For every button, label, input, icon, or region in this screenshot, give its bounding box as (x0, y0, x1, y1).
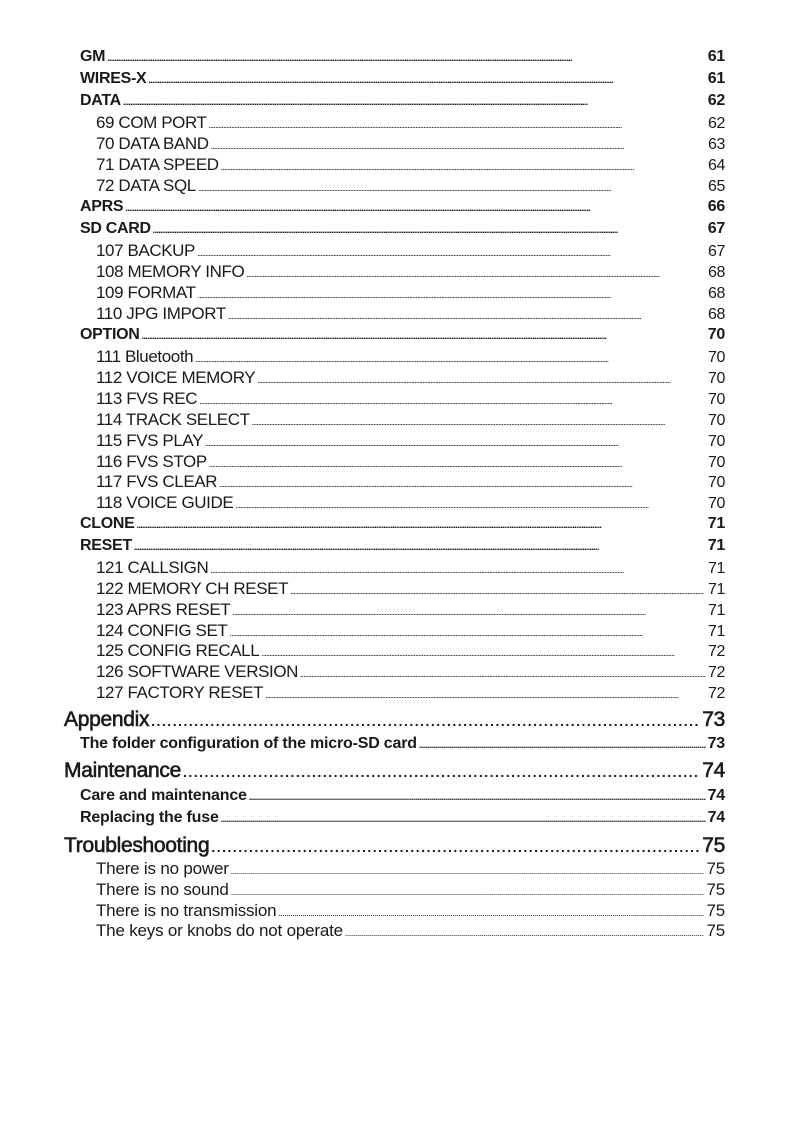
toc-entry-title: APRS (80, 198, 124, 215)
dot-leader (419, 740, 706, 750)
toc-entry (96, 283, 725, 303)
toc-entry-page: 65 (708, 178, 725, 195)
toc-entry-title: 125 CONFIG RECALL (96, 641, 260, 660)
toc-entry-page: 70 (708, 412, 725, 429)
dot-leader (252, 417, 706, 427)
toc-entry-title: WIRES-X (80, 70, 147, 87)
toc-entry (96, 241, 725, 261)
toc-entry-title: 115 FVS PLAY (96, 431, 204, 450)
toc-entry-page: 68 (708, 285, 725, 302)
toc-entry-title: 124 CONFIG SET (96, 621, 228, 640)
toc-entry-title: 113 FVS REC (96, 389, 198, 408)
toc-entry-page: 74 (707, 809, 725, 826)
toc-entry-title: 114 TRACK SELECT (96, 410, 250, 429)
toc-entry-page: 71 (708, 623, 725, 640)
toc-entry (80, 515, 725, 535)
toc-entry-page: 67 (708, 243, 725, 260)
toc-entry-page: 71 (707, 515, 725, 532)
toc-entry (96, 859, 725, 879)
toc-entry-page: 64 (708, 157, 725, 174)
dot-leader (142, 331, 706, 341)
toc-entry-page: 70 (708, 474, 725, 491)
toc-entry-title: Care and maintenance (80, 787, 247, 804)
toc-entry (96, 641, 725, 661)
toc-entry-page: 62 (708, 115, 725, 132)
dot-leader (228, 311, 706, 321)
toc-entry-page: 61 (707, 70, 725, 87)
toc-entry-title: 118 VOICE GUIDE (96, 493, 234, 512)
toc-entry (96, 304, 725, 324)
dot-leader (219, 479, 706, 489)
toc-entry-page: 75 (706, 859, 725, 878)
toc-entry-page: 70 (708, 370, 725, 387)
toc-entry-page: 72 (708, 664, 725, 681)
toc-entry (96, 880, 725, 900)
toc-entry (96, 621, 725, 641)
toc-chapter-page: 73 (702, 708, 725, 731)
toc-entry (96, 134, 725, 154)
dot-leader (232, 607, 706, 617)
toc-entry-title: 109 FORMAT (96, 283, 196, 302)
dot-leader (246, 269, 706, 279)
toc-entry (80, 48, 725, 68)
dot-leader (345, 928, 705, 938)
toc-entry (80, 809, 725, 829)
toc-entry-title: 116 FVS STOP (96, 452, 207, 471)
toc-entry (80, 198, 725, 218)
toc-chapter (64, 834, 725, 860)
toc-entry-title: CLONE (80, 515, 135, 532)
toc-chapter (64, 708, 725, 734)
toc-entry (96, 262, 725, 282)
toc-entry (96, 662, 725, 682)
toc-entry-page: 71 (708, 560, 725, 577)
toc-entry (96, 368, 725, 388)
toc-entry (96, 472, 725, 492)
toc-entry-title: 126 SOFTWARE VERSION (96, 662, 299, 681)
dot-leader (153, 225, 706, 235)
dot-leader (198, 290, 706, 300)
toc-entry-page: 70 (708, 391, 725, 408)
dot-leader (235, 500, 706, 510)
toc-entry-title: 123 APRS RESET (96, 600, 231, 619)
dot-leader (134, 542, 706, 552)
dot-leader (148, 75, 705, 85)
dot-leader (151, 713, 700, 729)
dot-leader (211, 141, 706, 151)
toc-entry-page: 70 (708, 349, 725, 366)
dot-leader (231, 866, 705, 876)
toc-entry (80, 735, 725, 755)
dot-leader (195, 354, 706, 364)
toc-entry-title: Replacing the fuse (80, 809, 219, 826)
toc-entry-title: There is no sound (96, 880, 229, 899)
toc-entry-title: 71 DATA SPEED (96, 155, 219, 174)
toc-entry-page: 68 (708, 264, 725, 281)
dot-leader (265, 690, 706, 700)
toc-entry (80, 220, 725, 240)
toc-entry-page: 61 (707, 48, 725, 65)
toc-entry-title: 108 MEMORY INFO (96, 262, 245, 281)
toc-entry (80, 92, 725, 112)
toc-entry-page: 71 (708, 602, 725, 619)
toc-entry (96, 921, 725, 941)
toc-chapter-title: Maintenance (64, 759, 181, 782)
toc-entry (96, 113, 725, 133)
dot-leader (229, 628, 706, 638)
toc-entry (96, 431, 725, 451)
toc-entry (96, 347, 725, 367)
toc-entry-title: GM (80, 48, 106, 65)
dot-leader (249, 792, 706, 802)
toc-entry (80, 787, 725, 807)
toc-entry (96, 410, 725, 430)
toc-entry-page: 63 (708, 136, 725, 153)
toc-entry-title: 72 DATA SQL (96, 176, 196, 195)
dot-leader (300, 669, 706, 679)
dot-leader (257, 375, 706, 385)
toc-entry-page: 68 (708, 306, 725, 323)
toc-entry (80, 70, 725, 90)
dot-leader (261, 648, 706, 658)
dot-leader (183, 764, 700, 780)
dot-leader (125, 203, 706, 213)
dot-leader (221, 814, 706, 824)
dot-leader (211, 839, 700, 855)
toc-entry-title: 110 JPG IMPORT (96, 304, 226, 323)
toc-entry-title: SD CARD (80, 220, 151, 237)
toc-entry-title: 117 FVS CLEAR (96, 472, 218, 491)
toc-entry (96, 452, 725, 472)
toc-entry-page: 66 (707, 198, 725, 215)
toc-chapter-page: 74 (702, 759, 725, 782)
toc-entry (96, 558, 725, 578)
toc-entry-page: 75 (706, 901, 725, 920)
toc-entry-title: OPTION (80, 326, 140, 343)
dot-leader (290, 586, 706, 596)
dot-leader (197, 248, 706, 258)
toc-entry-title: 121 CALLSIGN (96, 558, 209, 577)
toc-chapter-page: 75 (702, 834, 725, 857)
toc-entry-title: 127 FACTORY RESET (96, 683, 264, 702)
toc-entry-page: 71 (707, 537, 725, 554)
toc-entry-page: 62 (707, 92, 725, 109)
toc-entry (96, 683, 725, 703)
toc-entry (96, 389, 725, 409)
toc-entry-title: RESET (80, 537, 132, 554)
toc-entry-title: There is no transmission (96, 901, 277, 920)
dot-leader (209, 120, 706, 130)
toc-entry (96, 579, 725, 599)
dot-leader (210, 565, 706, 575)
toc-chapter-title: Appendix (64, 708, 150, 731)
dot-leader (199, 396, 706, 406)
toc-entry (96, 155, 725, 175)
toc-entry-page: 70 (708, 495, 725, 512)
toc-entry-page: 67 (707, 220, 725, 237)
toc-entry-title: 107 BACKUP (96, 241, 195, 260)
toc-entry-page: 71 (708, 581, 725, 598)
dot-leader (221, 162, 706, 172)
toc-entry-title: DATA (80, 92, 121, 109)
toc-entry-page: 70 (707, 326, 725, 343)
toc-entry-page: 75 (706, 880, 725, 899)
dot-leader (205, 438, 706, 448)
toc-entry (80, 537, 725, 557)
dot-leader (198, 183, 706, 193)
toc-entry-title: 122 MEMORY CH RESET (96, 579, 289, 598)
dot-leader (231, 887, 705, 897)
toc-chapter (64, 759, 725, 785)
toc-entry-title: There is no power (96, 859, 229, 878)
toc-entry (96, 600, 725, 620)
dot-leader (123, 97, 706, 107)
toc-chapter-title: Troubleshooting (64, 834, 210, 857)
toc-entry-page: 73 (707, 735, 725, 752)
toc-entry-title: The keys or knobs do not operate (96, 921, 343, 940)
toc-entry-page: 72 (708, 685, 725, 702)
toc-entry-title: 111 Bluetooth (96, 347, 194, 366)
dot-leader (209, 459, 706, 469)
toc-entry-title: 69 COM PORT (96, 113, 207, 132)
dot-leader (137, 520, 706, 530)
toc-entry (80, 326, 725, 346)
toc-entry (96, 176, 725, 196)
toc-entry-page: 75 (706, 921, 725, 940)
toc-entry-page: 74 (707, 787, 725, 804)
toc-entry-title: 112 VOICE MEMORY (96, 368, 256, 387)
toc-entry (96, 493, 725, 513)
toc-entry-page: 72 (708, 643, 725, 660)
toc-entry-title: The folder configuration of the micro-SD card (80, 735, 417, 752)
dot-leader (278, 908, 704, 918)
dot-leader (107, 53, 706, 63)
toc-entry-title: 70 DATA BAND (96, 134, 209, 153)
toc-entry-page: 70 (708, 433, 725, 450)
toc-entry-page: 70 (708, 454, 725, 471)
toc-entry (96, 901, 725, 921)
